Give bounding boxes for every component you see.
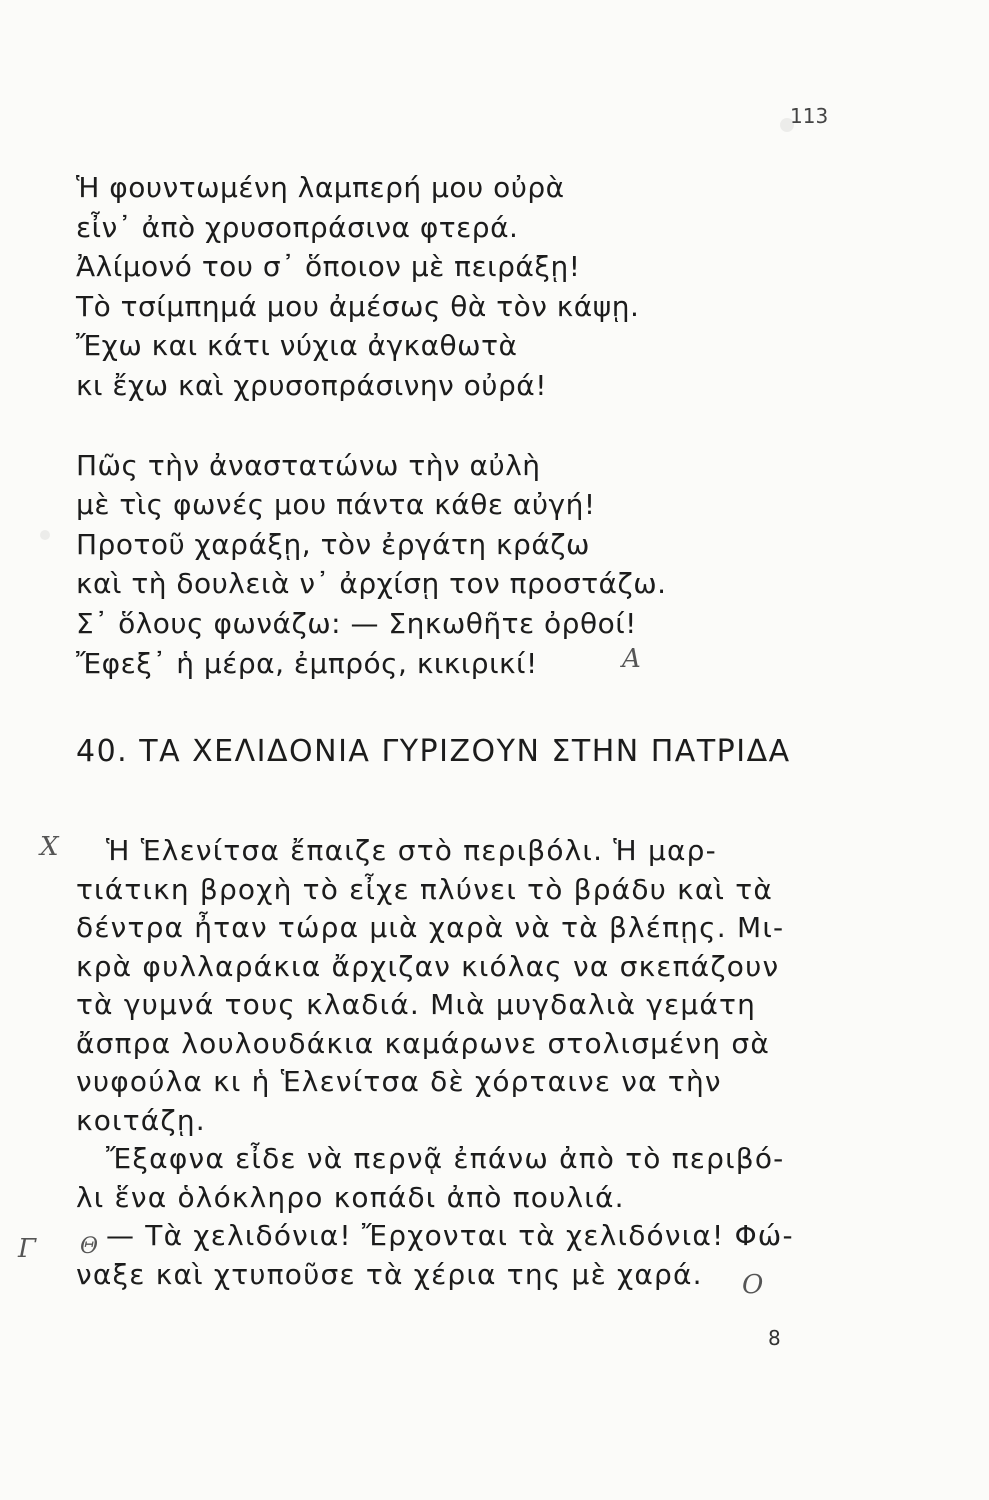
poem-line: εἶν᾽ ἀπὸ χρυσοπράσινα φτερά. xyxy=(76,210,519,244)
prose-line: Ἡ Ἑλενίτσα ἔπαιζε στὸ περιβόλι. Ἡ μαρ- xyxy=(106,834,717,867)
prose-line: Ἔξαφνα εἶδε νὰ περνᾷ ἐπάνω ἀπὸ τὸ περιβό- xyxy=(106,1142,785,1175)
prose-line: τιάτικη βροχὴ τὸ εἶχε πλύνει τὸ βράδυ καὶ τὰ xyxy=(76,872,774,906)
prose-line: νυφούλα κι ἡ Ἑλενίτσα δὲ χόρταινε να τὴν xyxy=(76,1065,722,1098)
prose-line: ναξε καὶ χτυποῦσε τὰ χέρια της μὲ χαρά. xyxy=(76,1257,703,1291)
prose-line: — Τὰ χελιδόνια! Ἔρχονται τὰ χελιδόνια! Φώ- xyxy=(106,1219,794,1252)
poem-line: καὶ τὴ δουλειὰ ν᾽ ἀρχίσῃ τον προστάζω. xyxy=(76,567,667,601)
paragraph-2 xyxy=(76,1140,836,1217)
page-number: 113 xyxy=(790,104,829,128)
poem-line: Σ᾽ ὅλους φωνάζω: — Σηκωθῆτε ὀρθοί! xyxy=(76,606,637,640)
prose-line: δέντρα ἦταν τώρα μιὰ χαρὰ νὰ τὰ βλέπῃς. Μι- xyxy=(76,911,785,944)
prose-text xyxy=(76,832,836,1294)
handwritten-mark-o: O xyxy=(742,1270,764,1300)
poem-stanza-1 xyxy=(76,168,796,406)
handwritten-mark-x: X xyxy=(40,832,59,862)
poem-line: Πῶς τὴν ἀναστατώνω τὴν αὐλὴ xyxy=(76,448,541,482)
prose-line: τὰ γυμνά τους κλαδιά. Μιὰ μυγδαλιὰ γεμάτη xyxy=(76,988,757,1021)
prose-line: κοιτάζῃ. xyxy=(76,1103,206,1137)
poem-line: Ἡ φουντωμένη λαμπερή μου οὐρὰ xyxy=(76,171,565,204)
chapter-title: 40. ΤΑ ΧΕΛΙΔΟΝΙΑ ΓΥΡΙΖΟΥΝ ΣΤΗΝ ΠΑΤΡΙΔΑ xyxy=(76,734,791,769)
handwritten-mark-gamma: Γ xyxy=(18,1234,37,1264)
poem-line: Ἔχω και κάτι νύχια ἀγκαθωτὰ xyxy=(76,329,518,363)
prose-line: ἄσπρα λουλουδάκια καμάρωνε στολισμένη σὰ xyxy=(76,1026,771,1060)
signature-number: 8 xyxy=(768,1326,781,1350)
poem-stanza-2 xyxy=(76,446,796,684)
poem xyxy=(76,168,796,683)
poem-line: Ἔφεξ᾽ ἡ μέρα, ἐμπρός, κικιρικί! xyxy=(76,646,538,680)
poem-line: μὲ τὶς φωνές μου πάντα κάθε αὐγή! xyxy=(76,488,596,522)
handwritten-mark-theta: Θ xyxy=(80,1234,99,1259)
prose-line: λι ἕνα ὁλόκληρο κοπάδι ἀπὸ πουλιά. xyxy=(76,1180,625,1214)
poem-line: Ἀλίμονό του σ᾽ ὅποιον μὲ πειράξῃ! xyxy=(76,250,581,284)
poem-line: Τὸ τσίμπημά μου ἀμέσως θὰ τὸν κάψῃ. xyxy=(76,289,640,323)
paragraph-3 xyxy=(76,1217,836,1294)
prose-line: κρὰ φυλλαράκια ἄρχιζαν κιόλας να σκεπάζουν xyxy=(76,949,780,983)
poem-line: Προτοῦ χαράξῃ, τὸν ἐργάτη κράζω xyxy=(76,527,590,561)
paragraph-1 xyxy=(76,832,836,1140)
poem-line: κι ἔχω καὶ χρυσοπράσινην οὐρά! xyxy=(76,368,547,402)
handwritten-mark-a: A xyxy=(622,644,641,674)
